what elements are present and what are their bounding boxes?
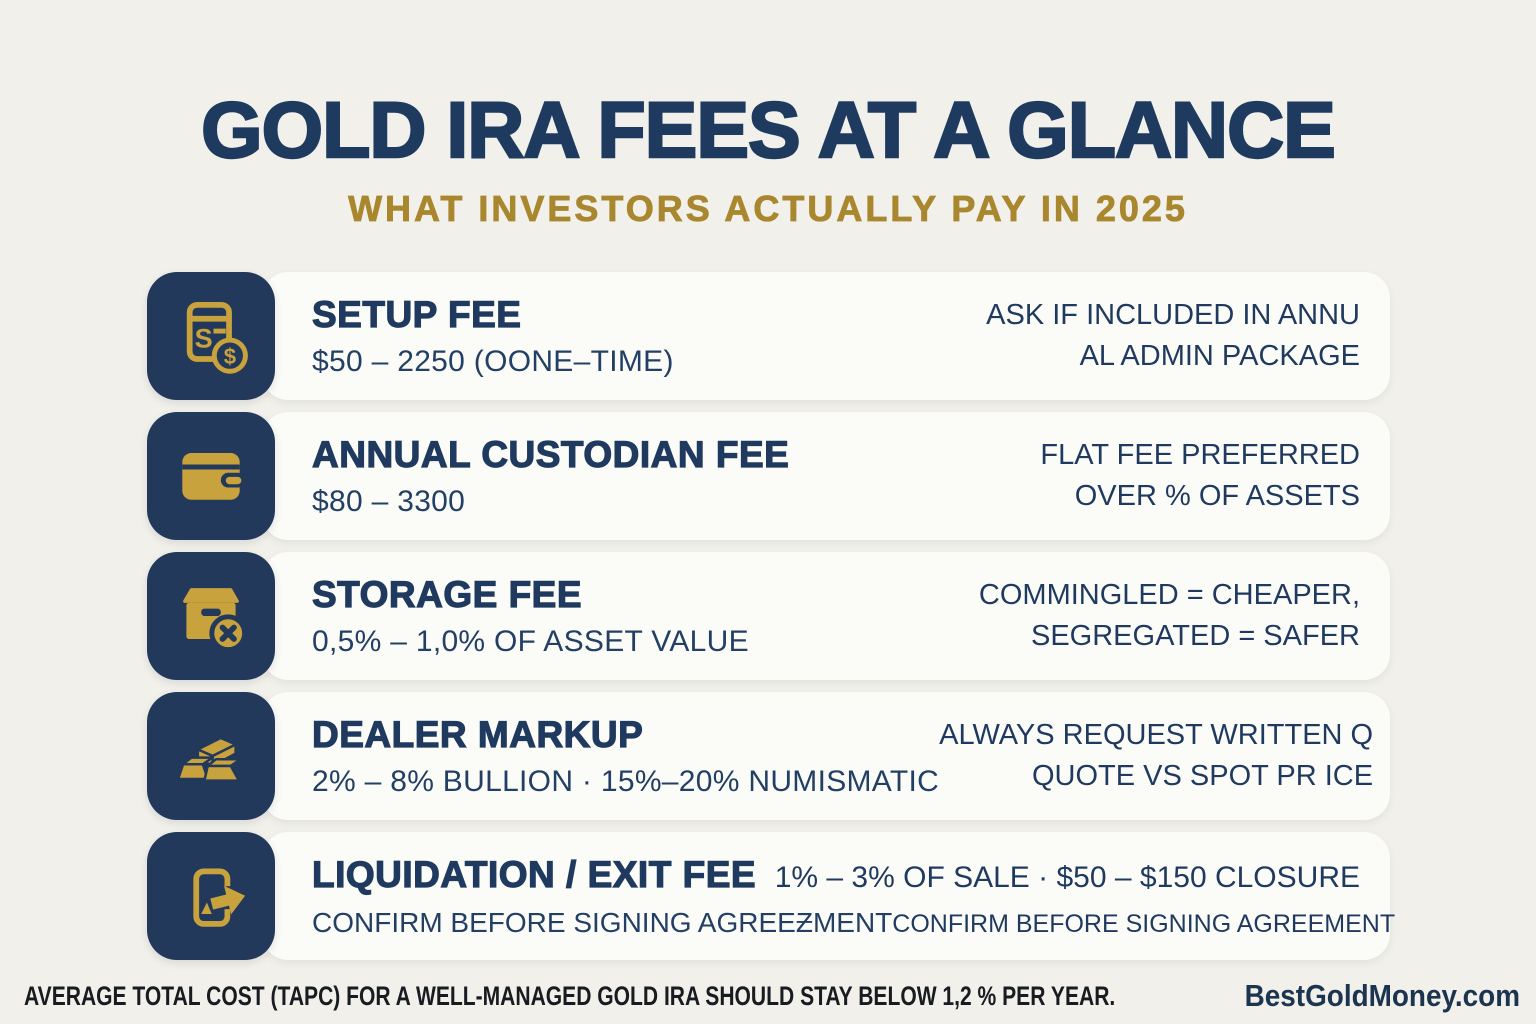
fee-title: STORAGE FEE — [312, 573, 583, 615]
fee-detail: 0,5% – 1,0% OF ASSET VALUE — [312, 624, 749, 658]
fee-line-primary — [312, 854, 1360, 896]
fee-row-dealer-markup — [147, 692, 1390, 820]
fee-text-block — [312, 294, 674, 379]
icon-tile — [147, 552, 275, 680]
fee-note-line2: CONFIRM BEFORE SIGNING AGREEMENT — [892, 909, 1396, 938]
fee-title: DEALER MARKUP — [312, 713, 644, 755]
fee-text-block — [312, 434, 789, 519]
fee-row-liquidation — [147, 832, 1396, 960]
fee-note-line2: OVER % OF ASSETS — [1074, 480, 1360, 512]
fee-note — [939, 715, 1373, 797]
fee-note-line1: FLAT FEE PREFERRED — [1040, 439, 1360, 471]
svg-text:S: S — [194, 323, 213, 354]
receipt-dollar-icon — [170, 295, 252, 377]
icon-tile — [147, 832, 275, 960]
fee-note — [986, 295, 1360, 377]
icon-tile — [147, 692, 275, 820]
fee-row-setup — [147, 272, 1390, 400]
fee-title: SETUP FEE — [312, 293, 522, 335]
fee-note-line2: AL ADMIN PACKAGE — [1079, 340, 1360, 372]
fee-note — [1040, 435, 1360, 517]
fee-text-block — [312, 714, 939, 799]
fee-title: LIQUIDATION / EXIT FEE — [312, 853, 757, 895]
fee-text-block — [312, 574, 749, 659]
fee-line-secondary — [312, 906, 1396, 939]
fee-note-line2: SEGREGATED = SAFER — [1030, 620, 1360, 652]
wallet-icon — [170, 435, 252, 517]
footer-brand: BestGoldMoney.com — [1244, 978, 1520, 1013]
fee-note-line2: QUOTE VS SPOT PR ICE — [1032, 760, 1374, 792]
fee-note — [979, 575, 1360, 657]
gold-bars-icon — [170, 715, 252, 797]
page-title: GOLD IRA FEES AT A GLANCE — [201, 85, 1335, 174]
icon-tile — [147, 412, 275, 540]
fee-detail: 2% – 8% BULLION · 15%–20% NUMISMATIC — [312, 764, 940, 798]
fee-note-line1: ASK IF INCLUDED IN ANNU — [986, 299, 1360, 331]
fee-row-storage — [147, 552, 1390, 680]
fee-detail: $80 – 3300 — [312, 484, 466, 518]
fee-row-custodian — [147, 412, 1390, 540]
svg-text:$: $ — [223, 343, 237, 369]
icon-tile — [147, 272, 275, 400]
fee-detail: $50 – 2250 (OONE–TIME) — [312, 344, 674, 378]
exit-arrow-icon — [170, 855, 252, 937]
footer-disclaimer: AVERAGE TOTAL COST (TAPC) FOR A WELL-MANAGED GOLD IRA SHOULD STAY BELOW 1,2 % PER YEAR. — [24, 981, 1116, 1011]
fee-note-line1: COMMINGLED = CHEAPER, — [978, 579, 1360, 611]
fee-detail: CONFIRM BEFORE SIGNING AGREEƵMENT — [312, 906, 893, 938]
fee-note-line1: ALWAYS REQUEST WRITTEN Q — [939, 719, 1374, 751]
fee-inline-note: 1% – 3% OF SALE · $50 – $150 CLOSURE — [774, 860, 1360, 894]
fee-title: ANNUAL CUSTODIAN FEE — [312, 433, 790, 475]
storage-box-icon — [170, 575, 252, 657]
page-subtitle: WHAT INVESTORS ACTUALLY PAY IN 2025 — [348, 188, 1188, 229]
